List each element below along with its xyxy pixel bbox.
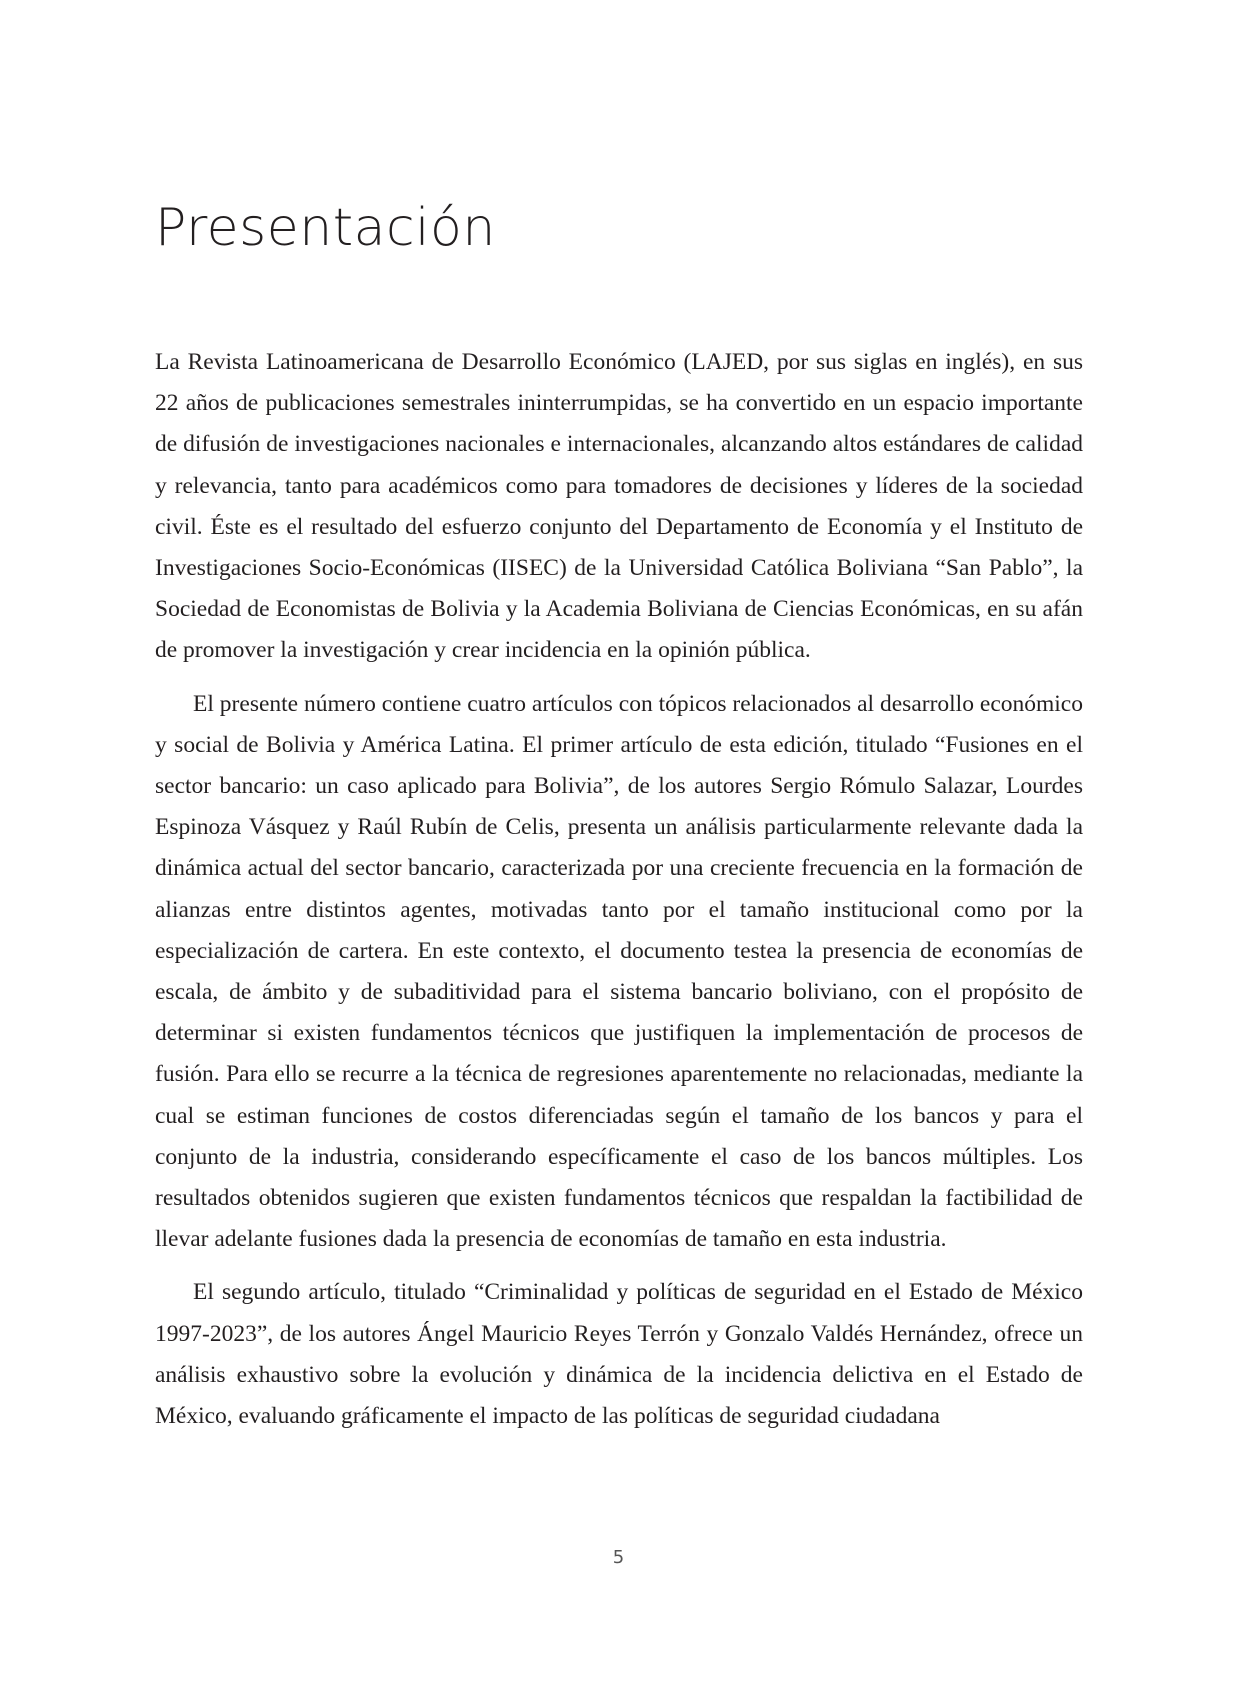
paragraph-2: El presente número contiene cuatro artículos con tópicos relacionados al desarrollo económico y social de Bolivia y América Latina. El primer artículo de esta edición, titulado “Fusiones en el sector bancario: un caso aplicado para Bolivia”, de los autores Sergio Rómulo Salazar, Lourdes Espinoza Vásquez y Raúl Rubín de Celis, presenta un análisis particularmente relevante dada la dinámica actual del sector bancario, caracterizada por una creciente frecuencia en la formación de alianzas entre distintos agentes, motivadas tanto por el tamaño institucional como por la especialización de cartera. En este contexto, el documento testea la presencia de economías de escala, de ámbito y de subaditividad para el sistema bancario boliviano, con el propósito de determinar si existen fundamentos técnicos que justifiquen la implementación de procesos de fusión. Para ello se recurre a la técnica de regresiones aparentemente no relacionadas, mediante la cual se estiman funciones de costos diferenciadas según el tamaño de los bancos y para el conjunto de la industria, considerando específicamente el caso de los bancos múltiples. Los resultados obtenidos sugieren que existen fundamentos técnicos que respaldan la factibilidad de llevar adelante fusiones dada la presencia de economías de tamaño en esta industria. — [155, 690, 1083, 1253]
paragraph-3: El segundo artículo, titulado “Criminalidad y políticas de seguridad en el Estado de México 1997-2023”, de los autores Ángel Mauricio Reyes Terrón y Gonzalo Valdés Hernández, ofrece un análisis exhaustivo sobre la evolución y dinámica de la incidencia delictiva en el Estado de México, evaluando gráficamente el impacto de las políticas de seguridad ciudadana — [155, 1279, 1083, 1430]
page-title: Presentación — [155, 198, 496, 258]
paragraph-1: La Revista Latinoamericana de Desarrollo Económico (LAJED, por sus siglas en inglés), en sus 22 años de publicaciones semestrales ininterrumpidas, se ha convertido en un espacio importante de difusión de investigaciones nacionales e internacionales, alcanzando altos estándares de calidad y relevancia, tanto para académicos como para tomadores de decisiones y líderes de la sociedad civil. Éste es el resultado del esfuerzo conjunto del Departamento de Economía y el Instituto de Investigaciones Socio-Económicas (IISEC) de la Universidad Católica Boliviana “San Pablo”, la Sociedad de Economistas de Bolivia y la Academia Boliviana de Ciencias Económicas, en su afán de promover la investigación y crear incidencia en la opinión pública. — [155, 349, 1083, 664]
page-number: 5 — [612, 1547, 625, 1568]
body-text — [155, 342, 1083, 1437]
